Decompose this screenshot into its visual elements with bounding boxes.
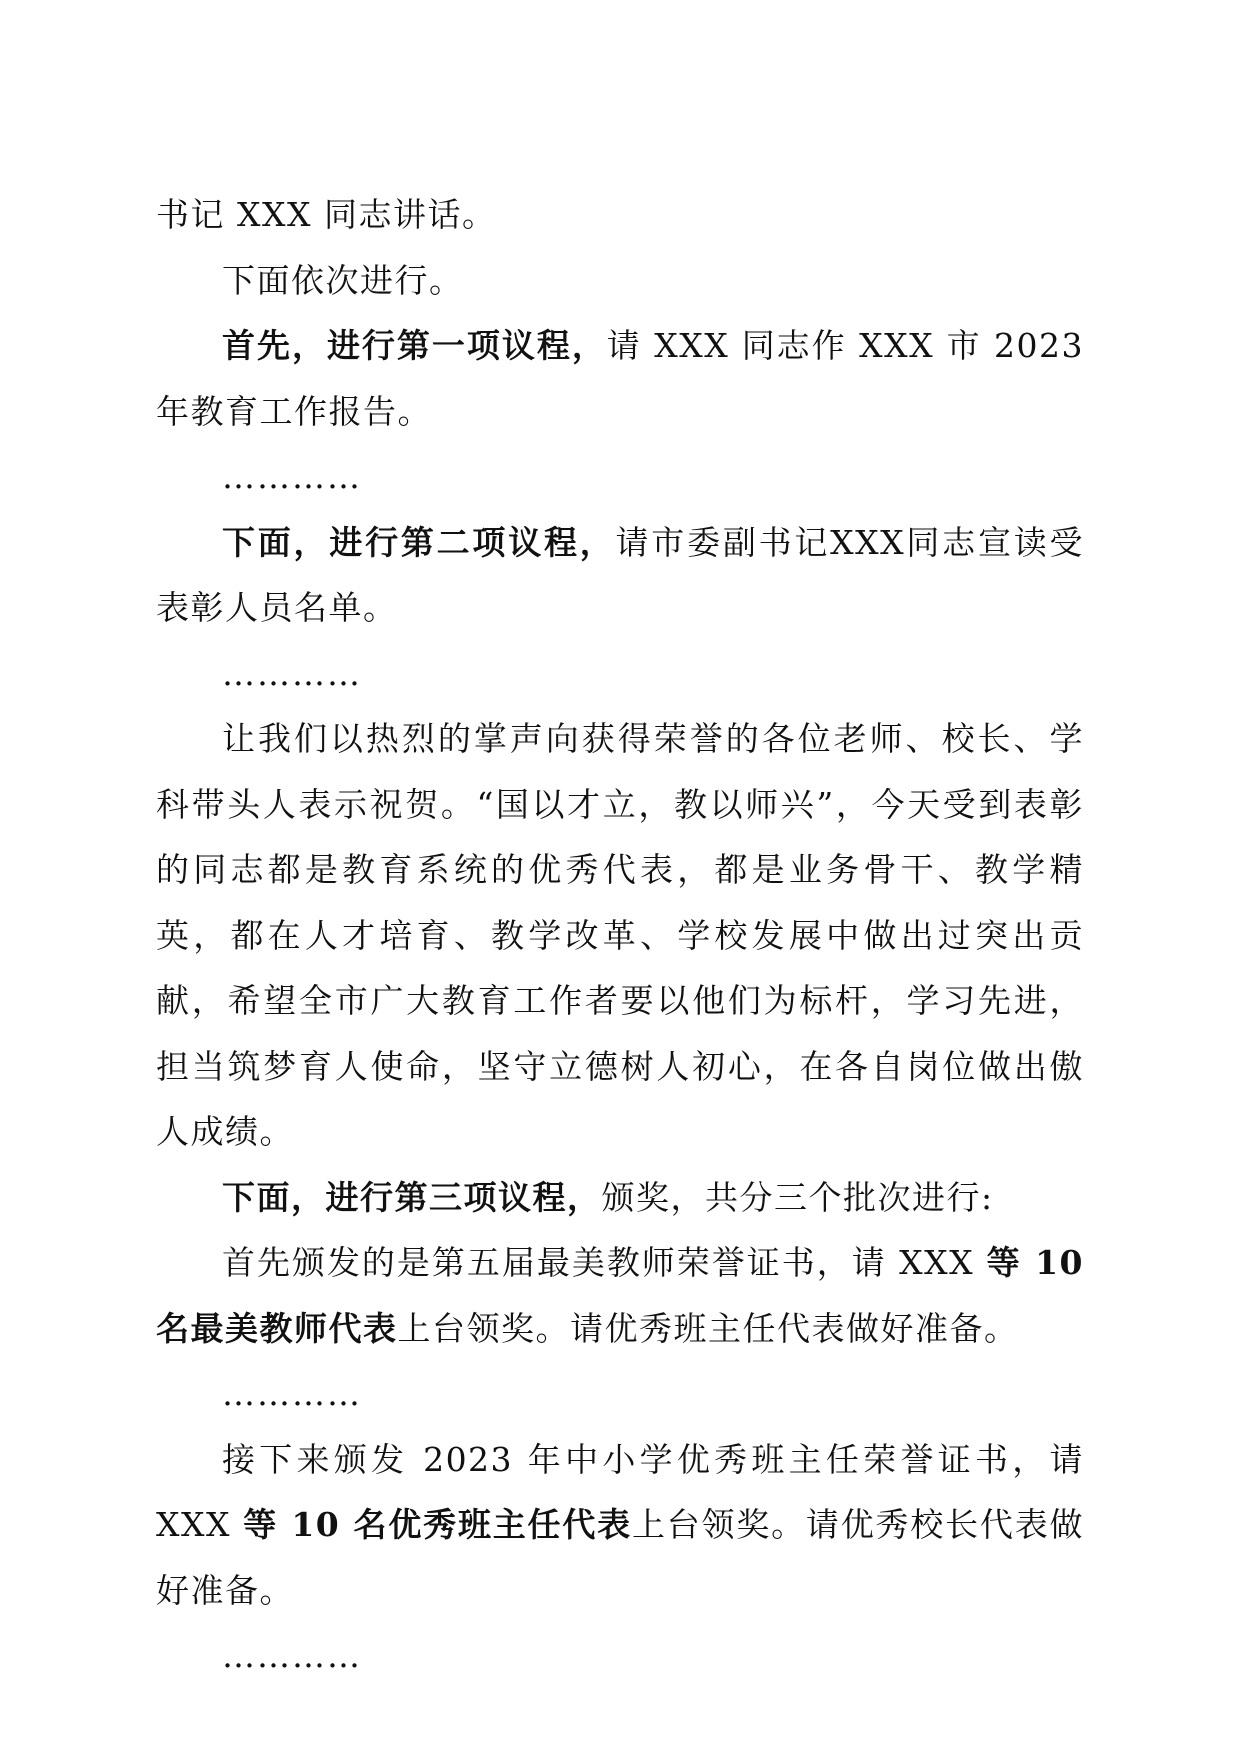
congratulation-paragraph: [156, 706, 1084, 1165]
agenda-item-3-heading: 下面，进行第三项议程，: [222, 1177, 602, 1217]
award-batch-1: [156, 1230, 1084, 1361]
paragraph-1-text: 书记 XXX 同志讲话。: [156, 195, 497, 234]
congratulation-text: 让我们以热烈的掌声向获得荣誉的各位老师、校长、学科带头人表示祝贺。“国以才立，教以师兴”，今天受到表彰的同志都是教育系统的优秀代表，都是业务骨干、教学精英，都在人才培育、教学改革、学校发展中做出过突出贡献，希望全市广大教育工作者要以他们为标杆，学习先进，担当筑梦育人使命，坚守立德树人初心，在各自岗位做出傲人成绩。: [156, 719, 1084, 1151]
ellipsis-2: [156, 641, 1084, 707]
award-batch-2-text-a: 接下来颁发 2023 年中小学优秀班主任荣誉证书，请 XXX: [156, 1439, 1084, 1544]
agenda-item-2-text: 请市委副书记XXX同志宣读受表彰人员名单。: [156, 522, 1085, 627]
award-batch-1-bold: 等 10 名最美教师代表: [156, 1243, 1084, 1348]
ellipsis-2-text: …………: [222, 653, 362, 693]
award-batch-2-text-b: 上台领奖。请优秀校长代表做好准备。: [156, 1505, 1084, 1610]
ellipsis-4: [156, 1623, 1084, 1689]
agenda-item-3-text: 颁奖，共分三个批次进行:: [601, 1177, 994, 1217]
agenda-item-1-heading: 首先，进行第一项议程，: [222, 326, 607, 365]
award-batch-1-text-a: 首先颁发的是第五届最美教师荣誉证书，请 XXX: [222, 1243, 987, 1282]
ellipsis-1: [156, 444, 1084, 510]
agenda-item-2-heading: 下面，进行第二项议程，: [222, 522, 616, 562]
ellipsis-1-text: …………: [222, 457, 362, 496]
award-batch-2: [156, 1427, 1084, 1624]
award-batch-1-text-b: 上台领奖。请优秀班主任代表做好准备。: [397, 1308, 1019, 1348]
paragraph-1: [156, 182, 1084, 248]
agenda-item-1-text: 请 XXX 同志作 XXX 市 2023 年教育工作报告。: [156, 326, 1085, 431]
ellipsis-3: [156, 1361, 1084, 1427]
paragraph-2: [156, 248, 1084, 314]
agenda-item-1: [156, 313, 1084, 444]
paragraph-2-text: 下面依次进行。: [222, 260, 464, 300]
award-batch-2-bold: 等 10 名优秀班主任代表: [243, 1505, 632, 1544]
agenda-item-3: [156, 1165, 1084, 1231]
ellipsis-4-text: …………: [222, 1636, 362, 1675]
document-body: [156, 182, 1084, 1689]
ellipsis-3-text: …………: [222, 1374, 362, 1413]
agenda-item-2: [156, 510, 1084, 641]
